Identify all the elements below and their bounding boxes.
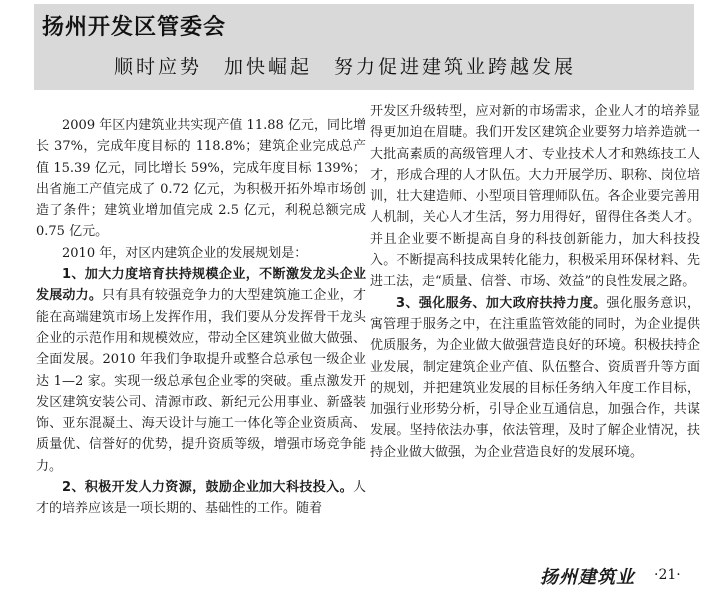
paragraph-item-3 <box>370 293 700 463</box>
paragraph-item-2-continued: 开发区升级转型，应对新的市场需求，企业人才的培养显得更加迫在眉睫。我们开发区建筑企业要努力培养造就一大批高素质的高级管理人才、专业技术人才和熟练技工人才，形成合理的人才队伍。大力开展学历、职称、岗位培训，壮大建造师、小型项目管理师队伍。各企业要完善用人机制，关心人才生活，努力用得好，留得住各类人才。并且企业要不断提高自身的科技创新能力，加大科技投入。不断提高科技成果转化能力，积极采用环保材料、先进工法，走“质量、信誉、市场、效益”的良性发展之路。 <box>370 104 700 290</box>
title-banner <box>34 4 694 90</box>
paragraph-plan-intro: 2010 年，对区内建筑企业的发展规划是： <box>62 245 308 261</box>
item-1-body: 只有具有较强竞争力的大型建筑施工企业，才能在高端建筑市场上发挥作用，我们要从分发挥骨干龙头企业的示范作用和规模效应，带动全区建筑业做大做强、全面发展。2010 年我们争取提升或整合总承包一级企业达 1—2 家。实现一级总承包企业零的突破。重点激发开发区建筑安装公司、清源市政、新纪元公用事业、新盛装饰、亚东混凝土、海天设计与施工一体化等企业资质高、质量优、信誉好的优势，提升资质等级，增强市场竞争能力。 <box>36 288 366 474</box>
article-headline: 顺时应势 加快崛起 努力促进建筑业跨越发展 <box>114 56 577 78</box>
organization-name: 扬州开发区管委会 <box>42 15 227 40</box>
page-number: ·21· <box>654 567 681 583</box>
paragraph-item-1 <box>36 264 366 477</box>
magazine-logo: 扬州建筑业 <box>540 567 635 588</box>
item-3-body: 强化服务意识，寓管理于服务之中，在注重监管效能的同时，为企业提供优质服务，为企业做大做强营造良好的环境。积极扶持企业发展，制定建筑企业产值、队伍整合、资质晋升等方面的规划，并把建筑业发展的目标任务纳入年度工作目标，加强行业形势分析，引导企业互通信息，加强合作，共谋发展。坚持依法办事，依法管理，及时了解企业情况，扶持企业做大做强，为企业营造良好的发展环境。 <box>370 295 700 460</box>
paragraph-statistics: 2009 年区内建筑业共实现产值 11.88 亿元，同比增长 37%，完成年度目标的 118.8%；建筑企业完成总产值 15.39 亿元，同比增长 59%，完成年度目标 139%；出省施工产值完成了 0.72 亿元，为积极开拓外埠市场创造了条件；建筑业增加值完成 2.5 亿元，利税总额完成 0.75 亿元。 <box>36 118 366 240</box>
right-column <box>370 101 700 463</box>
item-2-heading: 2、积极开发人力资源，鼓励企业加大科技投入。 <box>62 480 353 496</box>
item-2-body-start: 人才的培养应该是一项长期的、基础性的工作。随着 <box>36 480 366 517</box>
paragraph-item-2 <box>36 477 366 520</box>
left-column <box>36 115 366 520</box>
item-3-heading: 3、强化服务、加大政府扶持力度。 <box>396 295 607 311</box>
item-1-heading: 1、加大力度培育扶持规模企业，不断激发龙头企业发展动力。 <box>36 267 366 304</box>
